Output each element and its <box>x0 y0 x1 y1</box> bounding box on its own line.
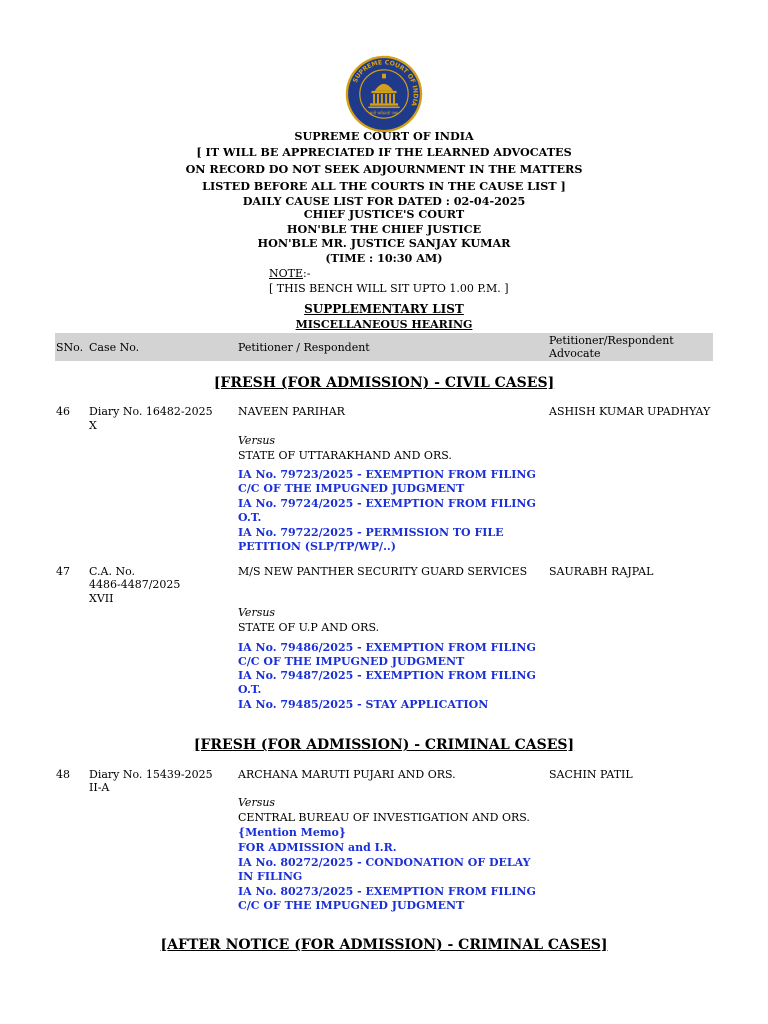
header-case-no: Case No. <box>89 341 140 354</box>
header-advocate-line1: Petitioner/Respondent <box>549 334 674 347</box>
supreme-court-seal-logo <box>345 55 423 133</box>
versus-label: Versus <box>238 606 276 619</box>
note-label: NOTE:- <box>269 267 311 280</box>
section-civil-cases: [FRESH (FOR ADMISSION) - CIVIL CASES] <box>213 375 555 391</box>
case-number-line1: Diary No. 16482-2025 <box>89 405 213 418</box>
petitioner: NAVEEN PARIHAR <box>238 405 345 418</box>
ia-entry: IA No. 79722/2025 - PERMISSION TO FILE PETITION (SLP/TP/WP/..) <box>238 526 504 553</box>
section-after-notice-criminal-cases: [AFTER NOTICE (FOR ADMISSION) - CRIMINAL CASES] <box>160 937 608 953</box>
header-sno: SNo. <box>56 341 84 354</box>
case-sno: 48 <box>56 768 70 781</box>
case-sno: 46 <box>56 405 70 418</box>
bench-justice: HON'BLE MR. JUSTICE SANJAY KUMAR <box>257 236 511 250</box>
petitioner: ARCHANA MARUTI PUJARI AND ORS. <box>238 768 456 781</box>
versus-label: Versus <box>238 796 276 809</box>
admission-note: FOR ADMISSION and I.R. <box>238 841 397 854</box>
case-number-line1: C.A. No. <box>89 565 136 578</box>
advocate: ASHISH KUMAR UPADHYAY <box>549 405 711 418</box>
appeal-line-1: [ IT WILL BE APPRECIATED IF THE LEARNED ADVOCATES <box>196 145 572 159</box>
case-number-line2: II-A <box>89 781 110 794</box>
appeal-line-3: LISTED BEFORE ALL THE COURTS IN THE CAUSE LIST ] <box>202 179 566 193</box>
ia-entry: IA No. 79486/2025 - EXEMPTION FROM FILING C/C OF THE IMPUGNED JUDGMENT <box>238 641 536 668</box>
ia-entry: IA No. 79723/2025 - EXEMPTION FROM FILING C/C OF THE IMPUGNED JUDGMENT <box>238 468 536 495</box>
table-header <box>55 333 713 361</box>
case-number-line2: 4486-4487/2025 <box>89 578 181 591</box>
note-text: [ THIS BENCH WILL SIT UPTO 1.00 P.M. ] <box>269 282 509 295</box>
section-criminal-cases: [FRESH (FOR ADMISSION) - CRIMINAL CASES] <box>193 737 575 753</box>
svg-text:SUPREME COURT OF INDIA: SUPREME COURT OF INDIA <box>351 59 419 107</box>
appeal-line-2: ON RECORD DO NOT SEEK ADJOURNMENT IN THE MATTERS <box>185 162 583 176</box>
miscellaneous-hearing-title: MISCELLANEOUS HEARING <box>295 318 473 331</box>
cause-list-date: DAILY CAUSE LIST FOR DATED : 02-04-2025 <box>242 194 526 208</box>
ia-entry: IA No. 80272/2025 - CONDONATION OF DELAY IN FILING <box>238 856 531 883</box>
sitting-time: (TIME : 10:30 AM) <box>325 251 443 265</box>
court-title: SUPREME COURT OF INDIA <box>294 129 474 143</box>
ia-entry: IA No. 79487/2025 - EXEMPTION FROM FILING O.T. <box>238 669 536 696</box>
case-number-line3: XVII <box>89 592 114 605</box>
header-advocate-line2: Advocate <box>549 347 601 360</box>
respondent: CENTRAL BUREAU OF INVESTIGATION AND ORS. <box>238 811 530 824</box>
mention-memo: {Mention Memo} <box>238 826 346 839</box>
case-number-line2: X <box>89 419 97 432</box>
respondent: STATE OF U.P AND ORS. <box>238 621 380 634</box>
ia-entry: IA No. 80273/2025 - EXEMPTION FROM FILING C/C OF THE IMPUGNED JUDGMENT <box>238 885 536 912</box>
case-sno: 47 <box>56 565 70 578</box>
ia-entry: IA No. 79724/2025 - EXEMPTION FROM FILING O.T. <box>238 497 536 524</box>
advocate: SACHIN PATIL <box>549 768 633 781</box>
svg-text:यतो धर्मस्ततो जयः: यतो धर्मस्ततो जयः <box>369 111 399 117</box>
ia-entry: IA No. 79485/2025 - STAY APPLICATION <box>238 698 489 711</box>
supplementary-list-title: SUPPLEMENTARY LIST <box>304 302 464 316</box>
versus-label: Versus <box>238 434 276 447</box>
advocate: SAURABH RAJPAL <box>549 565 654 578</box>
petitioner: M/S NEW PANTHER SECURITY GUARD SERVICES <box>238 565 528 578</box>
header-parties: Petitioner / Respondent <box>238 341 370 354</box>
court-name: CHIEF JUSTICE'S COURT <box>303 207 465 221</box>
respondent: STATE OF UTTARAKHAND AND ORS. <box>238 449 452 462</box>
case-number-line1: Diary No. 15439-2025 <box>89 768 213 781</box>
bench-chief-justice: HON'BLE THE CHIEF JUSTICE <box>286 222 482 236</box>
